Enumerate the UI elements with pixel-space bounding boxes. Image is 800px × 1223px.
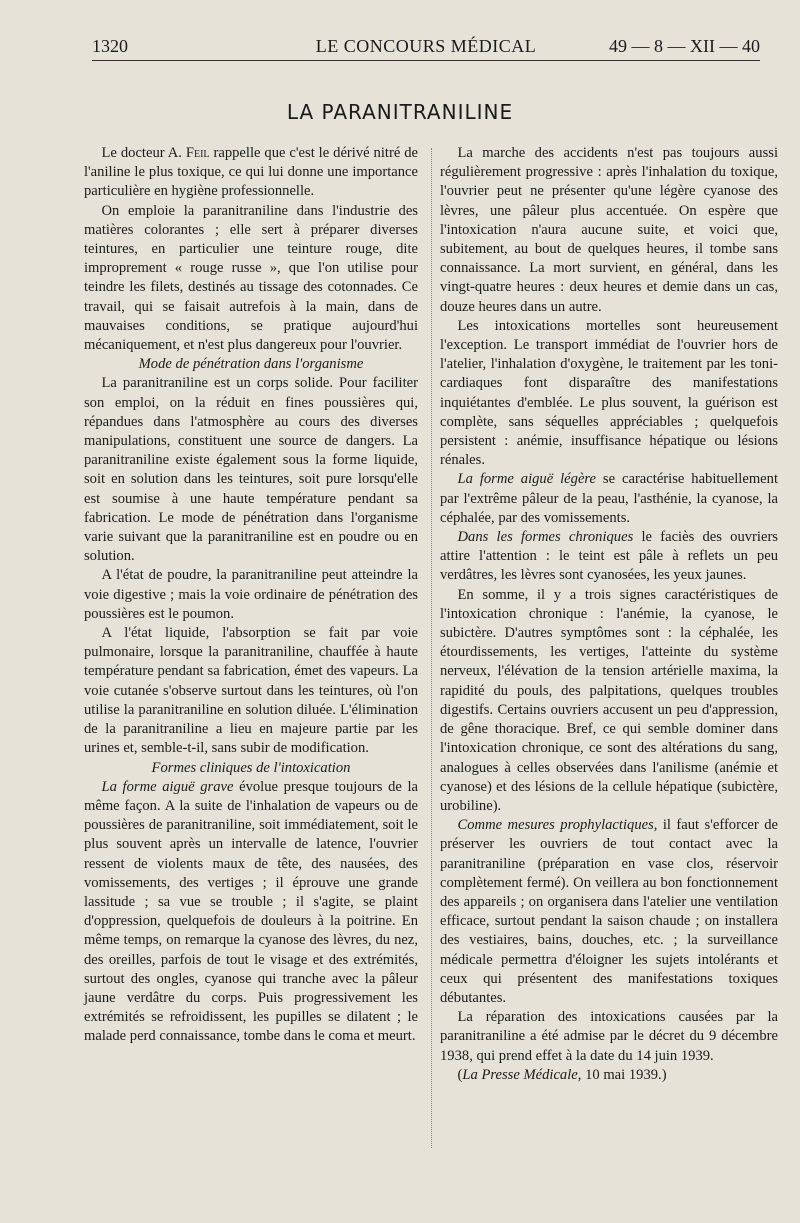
paragraph: Les intoxications mortelles sont heureusement l'exception. Le transport immédiat de l'ouvrier hors de l'atelier, l'inhalation d'oxygène, le traitement par les toni-cardiaques font disparaître des manifestations inquiétantes d'emblée. Le plus souvent, la guérison est complète, sans séquelles appréciables ; quelquefois persistent : anémie, insuffisance hépatique ou lésions rénales. [440,317,778,469]
source-citation: (La Presse Médicale, 10 mai 1939.) [457,1066,667,1083]
paragraph: Le docteur A. Feil rappelle que c'est le dérivé nitré de l'aniline le plus toxique, ce qui lui donne une importance particulière en hygiène professionnelle. [84,145,419,200]
paragraph: La forme aiguë légère se caractérise habituellement par l'extrême pâleur de la peau, l'asthénie, la cyanose, la céphalée, par des vomissements. [440,471,778,526]
paragraph: La marche des accidents n'est pas toujours aussi régulièrement progressive : après l'inhalation du toxique, l'ouvrier peut ne présenter qu'une légère cyanose des lèvres, une pâleur plus accentuée. On espère que l'intoxication n'aura aucune suite, et voici que, subitement, au bout de quelques heures, il tombe sans connaissance. La mort survient, en général, dans les vingt-quatre heures : deux heures et demie dans un cas, douze heures dans un autre. [440,145,778,315]
paragraph: Dans les formes chroniques le faciès des ouvriers attire l'attention : le teint est pâle à reflets un peu verdâtres, les lèvres sont cyanosées, les yeux jaunes. [440,529,778,584]
section-heading: Mode de pénétration dans l'organisme [138,356,364,373]
running-header [92,34,760,61]
paragraph: On emploie la paranitraniline dans l'industrie des matières colorantes ; elle sert à préparer diverses teintures, en particulier une teinture rouge, dite improprement « rouge russe », que l'on utilise pour teindre les filets, destinés au tissage des cotonnades. Ce travail, qui se faisait autrefois à la main, dans de mauvaises conditions, se pratique aujourd'hui mécaniquement, et n'est plus dangereux pour l'ouvrier. [84,202,418,354]
journal-title: LE CONCOURS MÉDICAL [315,36,537,56]
paragraph: La paranitraniline est un corps solide. Pour faciliter son emploi, on la réduit en fines poussières qui, répandues dans l'atmosphère au cours des diverses manipulations, constituent une source de dangers. La paranitraniline existe également sous la forme liquide, soit en solution dans les teintures, soit pure lorsqu'elle est soumise à une haute température pendant sa fabrication. Le mode de pénétration dans l'organisme varie suivant que la paranitraniline est en poudre ou en solution. [84,375,418,565]
section-heading: Formes cliniques de l'intoxication [151,759,351,776]
right-column [440,144,778,1085]
paragraph: En somme, il y a trois signes caractéristiques de l'intoxication chronique : l'anémie, la cyanose, le subictère. D'autres symptômes sont : la céphalée, les étourdissements, les vertiges, l'atteinte du système nerveux, l'élévation de la tension artérielle maxima, la rapidité du pouls, des palpitations, quelques troubles digestifs. Certains ouvriers accusent un peu d'appression, de gêne thoracique. Bref, ce qui semble dominer dans l'intoxication chronique, ce sont des altérations du sang, analogues à celles observées dans l'anilisme (anémie et cyanose) et des lésions de la cellule hépatique (subictère, urobiline). [440,586,778,814]
author-name: Feil [185,145,210,161]
paragraph: A l'état de poudre, la paranitraniline peut atteindre la voie digestive ; mais la voie ordinaire de pénétration des poussières est le poumon. [84,567,418,622]
paragraph: A l'état liquide, l'absorption se fait par voie pulmonaire, lorsque la paranitraniline, chauffée à haute température pendant sa fabrication, émet des vapeurs. La voie cutanée s'observe surtout dans les teintures, où l'on utilise la paranitraniline en solution diluée. L'élimination de la paranitraniline a lieu en majeure partie par les urines et, semble-t-il, sans subir de modification. [84,625,418,757]
article-title: LA PARANITRANILINE [286,100,514,124]
left-column [84,144,418,1047]
paragraph: La forme aiguë grave évolue presque toujours de la même façon. A la suite de l'inhalation de vapeurs ou de poussières de paranitraniline, soit immédiatement, soit le plus souvent après un intervalle de latence, l'ouvrier ressent de violents maux de tête, des nausées, des vomissements, des vertiges ; il éprouve une grande lassitude ; sa vue se trouble ; il s'agite, se plaint d'oppression, quelquefois de douleurs à la poitrine. En même temps, on remarque la cyanose des lèvres, du nez, des oreilles, parfois de tout le visage et des extrémités, surtout des ongles, cyanose qui tranche avec la pâleur jaune verdâtre du corps. Puis progressivement les extrémités se refroidissent, les pupilles se dilatent ; le malade perd connaissance, tombe dans le coma et meurt. [84,778,418,1045]
page-number: 1320 [92,36,128,56]
paragraph: La réparation des intoxications causées par la paranitraniline a été admise par le décret du 9 décembre 1938, qui prend effet à la date du 14 juin 1939. [440,1009,778,1064]
column-divider [431,148,432,1148]
paragraph: Comme mesures prophylactiques, il faut s'efforcer de préserver les ouvriers de tout contact avec la paranitraniline (préparation en vase clos, réservoir complètement fermé). On veillera au bon fonctionnement des appareils ; on organisera dans l'atelier une ventilation efficace, surtout pendant la saison chaude ; on installera des vestiaires, bains, douches, etc. ; la surveillance médicale permettra d'éloigner les sujets intolérants et ceux qui présentent des manifestations toxiques débutantes. [440,817,778,1006]
issue-number: 49 — 8 — XII — 40 [609,36,760,56]
